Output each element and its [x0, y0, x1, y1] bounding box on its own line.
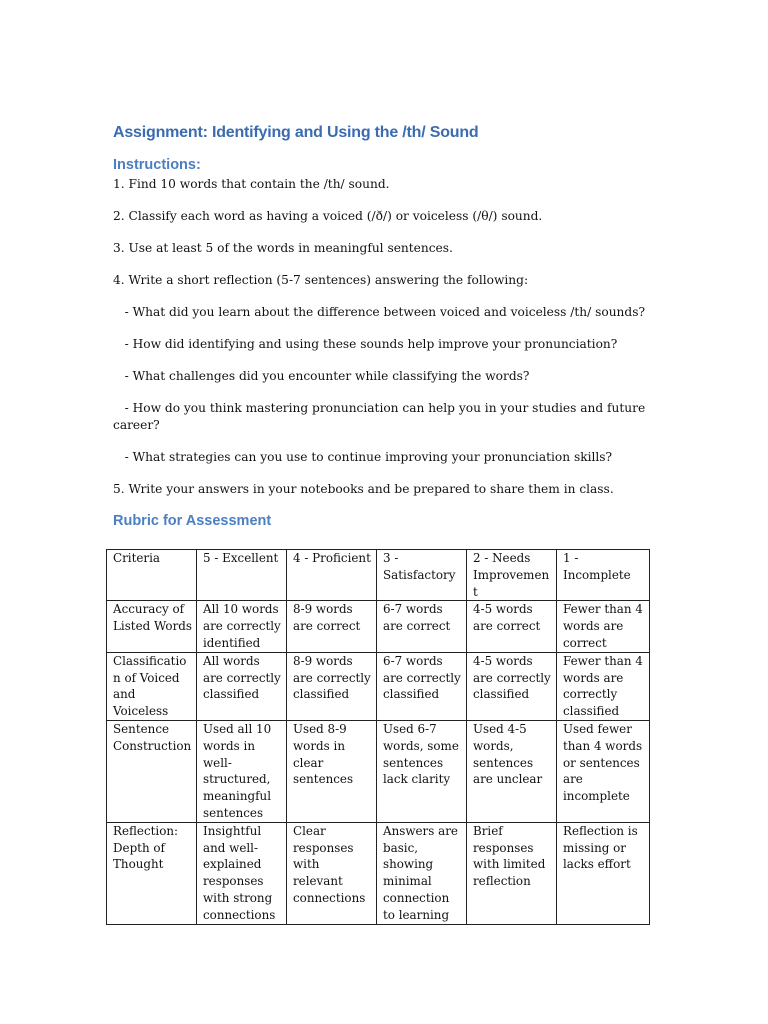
header-score-3: 3 - Satisfactory — [377, 550, 467, 601]
header-score-4: 4 - Proficient — [287, 550, 377, 601]
instruction-item: 1. Find 10 words that contain the /th/ sound. — [113, 177, 390, 191]
rubric-cell: 4-5 words are correct — [467, 601, 557, 652]
rubric-cell: Insightful and well-explained responses with strong connections — [197, 822, 287, 924]
reflection-question: - What challenges did you encounter while classifying the words? — [113, 369, 530, 383]
criteria-cell: Classification of Voiced and Voiceless — [107, 652, 197, 720]
rubric-cell: Answers are basic, showing minimal connection to learning — [377, 822, 467, 924]
rubric-cell: Fewer than 4 words are correct — [557, 601, 650, 652]
header-score-2: 2 - Needs Improvement — [467, 550, 557, 601]
rubric-row — [107, 720, 650, 822]
rubric-cell: 4-5 words are correctly classified — [467, 652, 557, 720]
instruction-item: 2. Classify each word as having a voiced (/ð/) or voiceless (/θ/) sound. — [113, 209, 543, 223]
rubric-cell: Used all 10 words in well-structured, meaningful sentences — [197, 720, 287, 822]
rubric-table — [106, 549, 650, 925]
instruction-item: 5. Write your answers in your notebooks and be prepared to share them in class. — [113, 481, 614, 496]
rubric-row — [107, 652, 650, 720]
rubric-cell: Used 8-9 words in clear sentences — [287, 720, 377, 822]
rubric-cell: All words are correctly classified — [197, 652, 287, 720]
rubric-heading: Rubric for Assessment — [113, 512, 272, 529]
rubric-cell: Reflection is missing or lacks effort — [557, 822, 650, 924]
header-score-5: 5 - Excellent — [197, 550, 287, 601]
rubric-cell: Used 6-7 words, some sentences lack clarity — [377, 720, 467, 822]
instructions-list — [113, 176, 653, 497]
rubric-cell: 8-9 words are correctly classified — [287, 652, 377, 720]
rubric-cell: 6-7 words are correctly classified — [377, 652, 467, 720]
instruction-item: 3. Use at least 5 of the words in meaningful sentences. — [113, 241, 453, 255]
criteria-cell: Sentence Construction — [107, 720, 197, 822]
header-score-1: 1 - Incomplete — [557, 550, 650, 601]
rubric-row — [107, 822, 650, 924]
criteria-cell: Reflection: Depth of Thought — [107, 822, 197, 924]
rubric-cell: Used fewer than 4 words or sentences are incomplete — [557, 720, 650, 822]
rubric-cell: 8-9 words are correct — [287, 601, 377, 652]
rubric-cell: 6-7 words are correct — [377, 601, 467, 652]
reflection-question: - What strategies can you use to continue improving your pronunciation skills? — [113, 449, 613, 464]
rubric-cell: Fewer than 4 words are correctly classified — [557, 652, 650, 720]
reflection-question: - How did identifying and using these sounds help improve your pronunciation? — [113, 337, 618, 351]
rubric-cell: Brief responses with limited reflection — [467, 822, 557, 924]
rubric-header-row — [107, 550, 650, 601]
instruction-item: 4. Write a short reflection (5-7 sentences) answering the following: — [113, 273, 529, 287]
criteria-cell: Accuracy of Listed Words — [107, 601, 197, 652]
page-title: Assignment: Identifying and Using the /th/ Sound — [113, 124, 479, 141]
rubric-cell: Clear responses with relevant connections — [287, 822, 377, 924]
rubric-cell: All 10 words are correctly identified — [197, 601, 287, 652]
reflection-question: - How do you think mastering pronunciation can help you in your studies and future career? — [113, 401, 650, 432]
header-criteria: Criteria — [107, 550, 197, 601]
reflection-question: - What did you learn about the difference between voiced and voiceless /th/ sounds? — [113, 305, 645, 319]
rubric-row — [107, 601, 650, 652]
rubric-cell: Used 4-5 words, sentences are unclear — [467, 720, 557, 822]
document-body — [113, 124, 653, 531]
instructions-heading: Instructions: — [113, 157, 201, 173]
